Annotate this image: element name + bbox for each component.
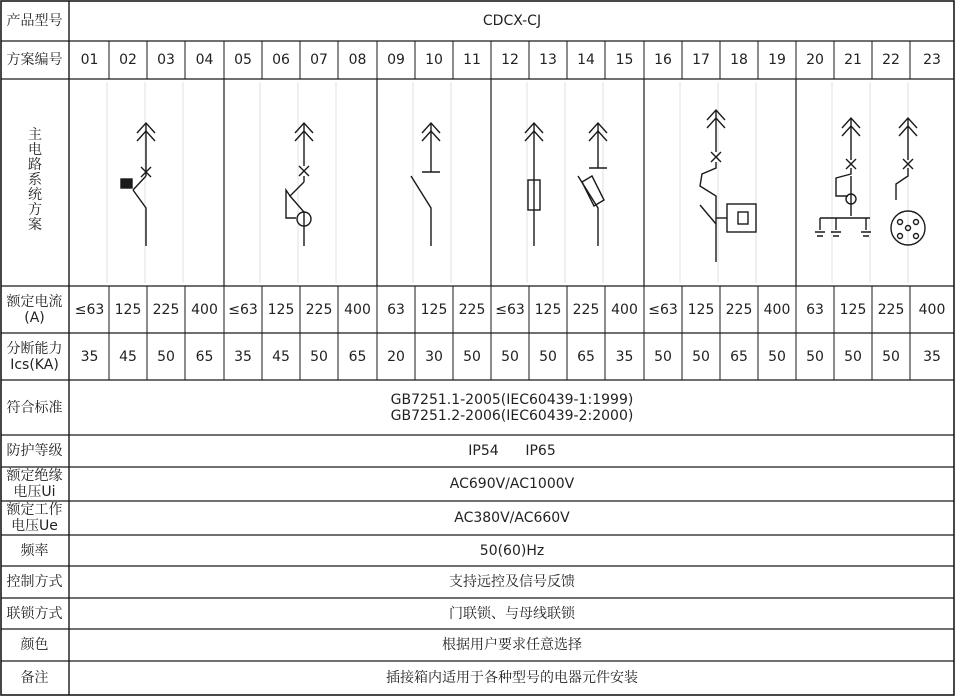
breaking-capacity-value: 65 xyxy=(730,348,748,365)
breaking-capacity-value: 50 xyxy=(539,348,557,365)
standard-line-1: GB7251.1-2005(IEC60439-1:1999) xyxy=(390,391,634,408)
rated-current-value: 225 xyxy=(572,301,600,318)
scheme-number: 05 xyxy=(234,52,252,68)
breaking-capacity-value: 50 xyxy=(806,348,824,365)
breaking-capacity-value: 50 xyxy=(692,348,710,365)
scheme-number: 23 xyxy=(923,52,941,68)
breaking-capacity-value: 35 xyxy=(923,348,941,365)
remark-value: 插接箱内适用于各种型号的电器元件安装 xyxy=(386,670,638,686)
rated-current-value: 225 xyxy=(458,301,486,318)
rated-current-value: 63 xyxy=(387,301,405,318)
interlock-value: 门联锁、与母线联锁 xyxy=(449,605,575,622)
scheme-number: 14 xyxy=(577,52,595,68)
breaking-capacity-value: 45 xyxy=(119,348,137,365)
scheme-number: 06 xyxy=(272,52,290,68)
rated-current-value: 400 xyxy=(344,301,371,318)
scheme-number: 15 xyxy=(615,52,634,68)
breaking-capacity-value: 50 xyxy=(654,348,672,365)
standard-value xyxy=(70,380,954,435)
rated-current-value: 400 xyxy=(611,301,638,318)
breaking-capacity-value: 50 xyxy=(157,348,175,365)
breaking-capacity-value: 50 xyxy=(501,348,519,365)
rated-current-value: 400 xyxy=(918,301,946,318)
breaker-motor-operator-symbol xyxy=(700,110,756,262)
protection-value: IP54 IP65 xyxy=(468,443,556,459)
rated-current-value: 225 xyxy=(877,301,905,318)
label-main-circuit: 主 电 路 系 统 方 案 xyxy=(28,126,42,233)
standard-line-2: GB7251.2-2006(IEC60439-2:2000) xyxy=(390,407,634,424)
scheme-number: 13 xyxy=(539,52,557,68)
scheme-number: 19 xyxy=(768,52,786,68)
breaking-capacity-value: 65 xyxy=(348,348,367,365)
breaking-capacity-value: 50 xyxy=(844,348,862,365)
rated-current-value: 125 xyxy=(687,301,715,318)
breaking-capacity-value: 50 xyxy=(768,348,786,365)
label-frequency: 频率 xyxy=(20,542,49,559)
scheme-number: 20 xyxy=(806,52,824,68)
working-voltage-value: AC380V/AC660V xyxy=(454,510,570,526)
scheme-number: 07 xyxy=(310,52,328,68)
breaking-capacity-value: 65 xyxy=(577,348,595,365)
rated-current-value: ≤63 xyxy=(228,301,258,318)
scheme-number: 10 xyxy=(425,52,443,68)
label-scheme-no: 方案编号 xyxy=(6,52,63,68)
scheme-number: 08 xyxy=(348,52,367,68)
breaking-capacity-value: 35 xyxy=(234,348,252,365)
label-working-voltage: 额定工作 电压Ue xyxy=(6,502,63,534)
scheme-number: 01 xyxy=(80,52,99,68)
scheme-number: 18 xyxy=(730,52,748,68)
label-interlock: 联锁方式 xyxy=(6,605,63,622)
label-color: 颜色 xyxy=(20,637,49,653)
circuit-breaker-symbol xyxy=(121,123,155,246)
rated-current-value: 400 xyxy=(191,301,218,318)
scheme-number: 11 xyxy=(463,52,481,68)
label-breaking-capacity: 分断能力 Ics(KA) xyxy=(6,340,63,373)
control-value: 支持远控及信号反馈 xyxy=(449,574,575,590)
isolating-switch-symbol xyxy=(411,123,440,246)
rcd-earth-symbol xyxy=(815,118,871,236)
insulation-voltage-value: AC690V/AC1000V xyxy=(449,476,575,492)
frequency-value: 50(60)Hz xyxy=(479,542,545,559)
scheme-number: 21 xyxy=(844,52,862,68)
rated-current-value: 125 xyxy=(267,301,295,318)
breaking-capacity-value: 30 xyxy=(425,348,443,365)
model-value: CDCX-CJ xyxy=(482,13,542,29)
rated-current-value: ≤63 xyxy=(74,301,105,318)
label-rated-current: 额定电流 (A) xyxy=(6,293,63,326)
scheme-number: 17 xyxy=(692,52,710,68)
breaking-capacity-value: 50 xyxy=(310,348,328,365)
breaking-capacity-value: 45 xyxy=(272,348,290,365)
scheme-number: 12 xyxy=(501,52,519,68)
label-insulation-voltage: 额定绝缘 电压Ui xyxy=(6,468,63,500)
breaking-capacity-value: 65 xyxy=(195,348,214,365)
rated-current-value: 125 xyxy=(114,301,142,318)
fuse-symbol xyxy=(525,123,543,246)
breaking-capacity-value: 50 xyxy=(463,348,481,365)
rated-current-value: 225 xyxy=(305,301,333,318)
label-model: 产品型号 xyxy=(6,13,63,29)
rated-current-value: ≤63 xyxy=(495,301,525,318)
rated-current-value: 125 xyxy=(839,301,867,318)
breaking-capacity-value: 35 xyxy=(80,348,99,365)
scheme-number: 16 xyxy=(654,52,672,68)
breaker-shunt-trip-symbol xyxy=(286,123,313,246)
label-control: 控制方式 xyxy=(6,574,63,590)
label-remark: 备注 xyxy=(20,670,49,686)
rated-current-value: 125 xyxy=(420,301,448,318)
rated-current-value: 125 xyxy=(534,301,562,318)
color-value: 根据用户要求任意选择 xyxy=(442,637,582,653)
scheme-number: 09 xyxy=(387,52,405,68)
breaking-capacity-value: 35 xyxy=(615,348,634,365)
scheme-number: 04 xyxy=(195,52,214,68)
fuse-switch-symbol xyxy=(578,123,607,246)
rated-current-value: ≤63 xyxy=(648,301,678,318)
rated-current-value: 225 xyxy=(725,301,753,318)
scheme-number: 02 xyxy=(119,52,137,68)
rated-current-value: 400 xyxy=(763,301,791,318)
scheme-number: 22 xyxy=(882,52,900,68)
label-standard: 符合标准 xyxy=(6,399,63,416)
rated-current-value: 63 xyxy=(806,301,824,318)
rated-current-value: 225 xyxy=(152,301,180,318)
scheme-number: 03 xyxy=(157,52,175,68)
breaking-capacity-value: 20 xyxy=(387,348,405,365)
label-protection: 防护等级 xyxy=(6,443,63,459)
breaking-capacity-value: 50 xyxy=(882,348,900,365)
